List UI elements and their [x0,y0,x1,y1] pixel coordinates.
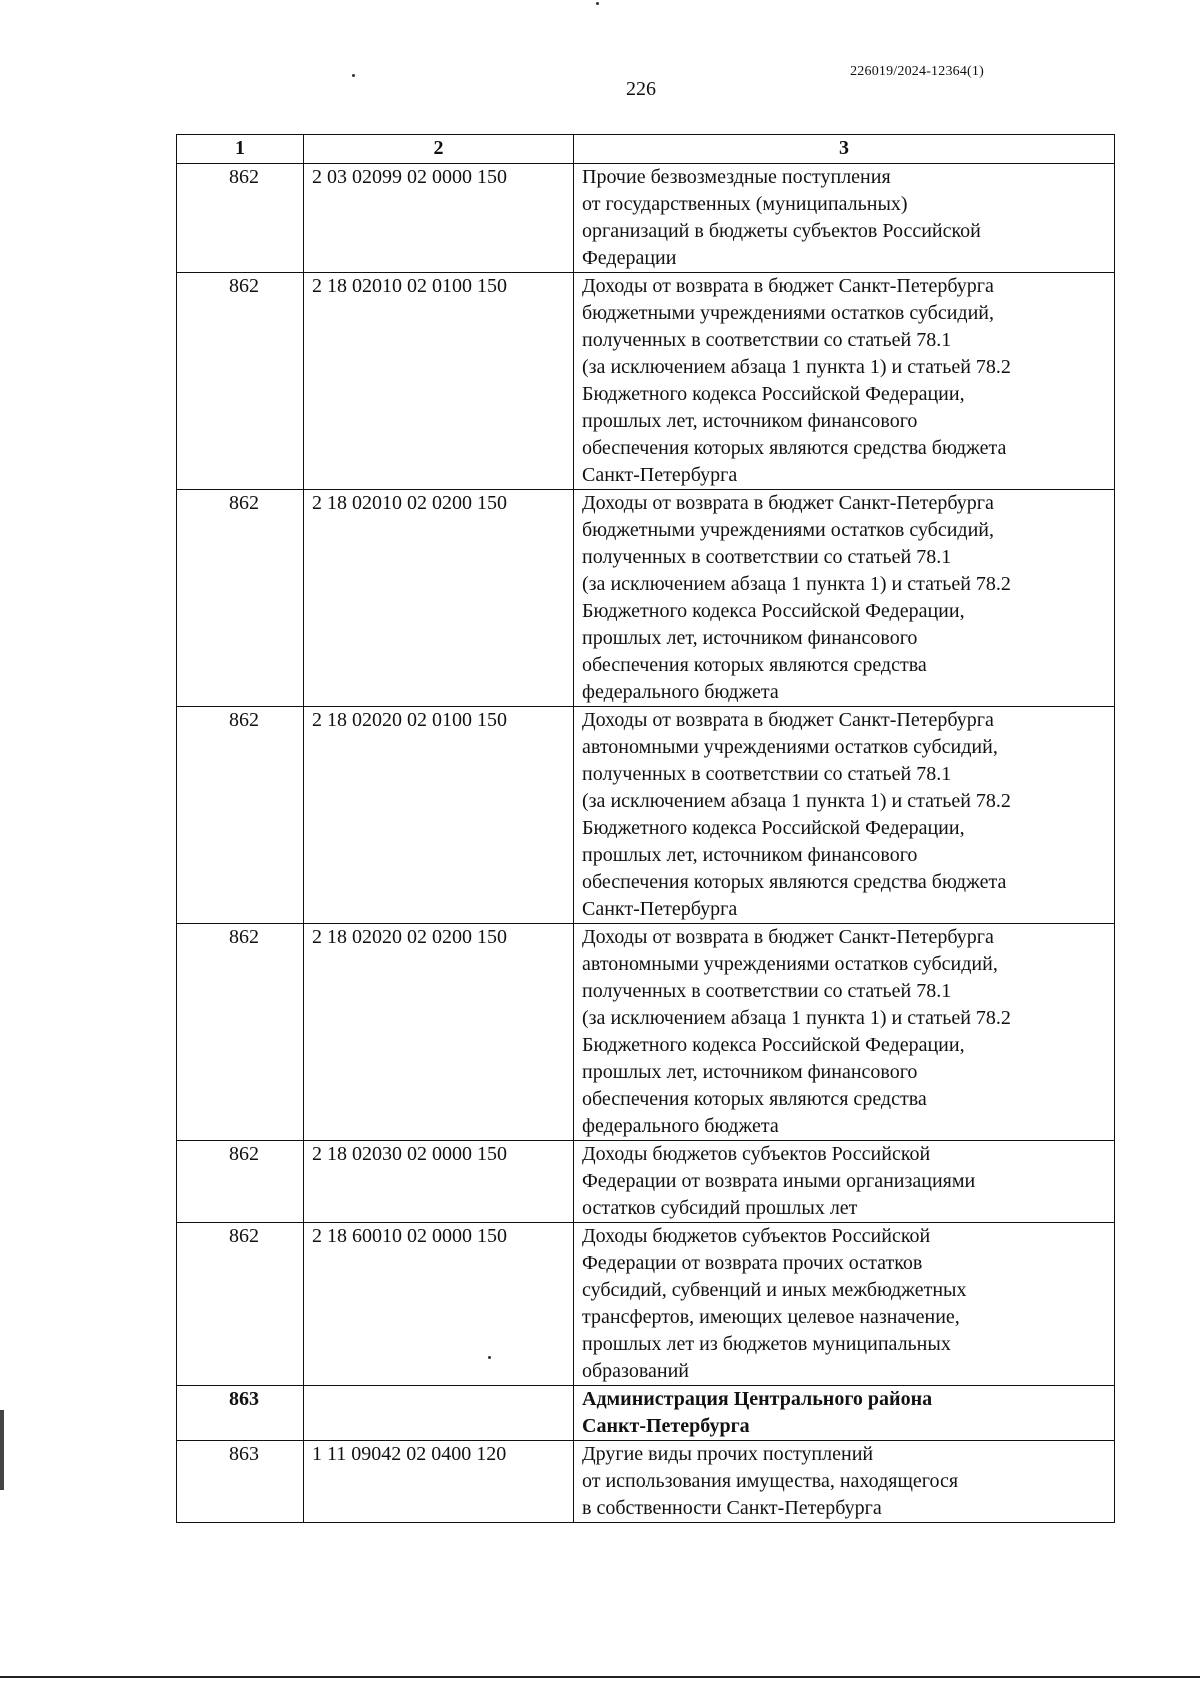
revenue-name-line: автономными учреждениями остатков субсидий, [582,953,998,975]
revenue-name-line: Санкт-Петербурга [582,898,738,920]
admin-code-cell: 862 [177,1141,304,1223]
column-header-1: 1 [177,135,304,164]
table-row [177,707,1115,924]
revenue-name-line: в собственности Санкт-Петербурга [582,1497,882,1519]
revenue-name-line: Доходы от возврата в бюджет Санкт-Петербурга [582,492,994,514]
table-body [177,164,1115,1523]
revenue-name-line: прошлых лет, источником финансового [582,844,918,866]
revenue-name-line: прошлых лет из бюджетов муниципальных [582,1333,951,1355]
revenue-name-line: полученных в соответствии со статьей 78.1 [582,980,952,1002]
revenue-name-cell [574,490,1115,707]
admin-code-cell: 862 [177,273,304,490]
revenue-name-line: Санкт-Петербурга [582,464,738,486]
revenue-name-line: от государственных (муниципальных) [582,193,908,215]
revenue-name-line: Федерации от возврата прочих остатков [582,1252,923,1274]
revenue-name-line: Бюджетного кодекса Российской Федерации, [582,1034,965,1056]
revenue-name-cell [574,273,1115,490]
revenue-name-cell [574,707,1115,924]
revenue-name-line: Доходы от возврата в бюджет Санкт-Петербурга [582,275,994,297]
revenue-name-line: прошлых лет, источником финансового [582,627,918,649]
revenue-name-line: бюджетными учреждениями остатков субсидий, [582,302,995,324]
revenue-name-line: Федерации от возврата иными организациями [582,1170,976,1192]
revenue-name-cell [574,1386,1115,1441]
revenue-name-line: Бюджетного кодекса Российской Федерации, [582,383,965,405]
revenue-name-line: обеспечения которых являются средства бюджета [582,871,1007,893]
table-row [177,1441,1115,1523]
admin-code-cell: 863 [177,1386,304,1441]
budget-code-cell: 2 18 02010 02 0100 150 [304,273,574,490]
budget-code-cell: 2 03 02099 02 0000 150 [304,164,574,273]
revenue-name-line: федерального бюджета [582,1115,779,1137]
table-row [177,164,1115,273]
scan-bottom-edge [0,1676,1200,1678]
table-row [177,924,1115,1141]
revenue-name-line: от использования имущества, находящегося [582,1470,959,1492]
revenue-name-line: автономными учреждениями остатков субсидий, [582,736,998,758]
scan-edge-mark [0,1410,4,1490]
revenue-name-line: бюджетными учреждениями остатков субсидий, [582,519,995,541]
budget-code-cell: 2 18 02020 02 0100 150 [304,707,574,924]
admin-code-cell: 862 [177,1223,304,1386]
revenue-name-line: остатков субсидий прошлых лет [582,1197,858,1219]
column-header-3: 3 [574,135,1115,164]
budget-code-cell: 2 18 02030 02 0000 150 [304,1141,574,1223]
revenue-name-line: Бюджетного кодекса Российской Федерации, [582,600,965,622]
budget-code-cell: 2 18 02020 02 0200 150 [304,924,574,1141]
scan-speck [596,2,599,5]
revenue-name-line: Прочие безвозмездные поступления [582,166,891,188]
revenue-name-line: обеспечения которых являются средства [582,1088,927,1110]
revenue-name-line: (за исключением абзаца 1 пункта 1) и статьей 78.2 [582,790,1011,812]
admin-code-cell: 862 [177,924,304,1141]
admin-code-cell: 862 [177,164,304,273]
revenue-name-line: (за исключением абзаца 1 пункта 1) и статьей 78.2 [582,1007,1011,1029]
revenue-name-line: полученных в соответствии со статьей 78.1 [582,329,952,351]
revenue-name-cell [574,1141,1115,1223]
revenue-codes-table [176,134,1115,1523]
revenue-name-line: Доходы от возврата в бюджет Санкт-Петербурга [582,709,994,731]
budget-code-cell: 2 18 60010 02 0000 150 [304,1223,574,1386]
column-header-2: 2 [304,135,574,164]
revenue-name-line: Федерации [582,247,677,269]
revenue-name-line: Бюджетного кодекса Российской Федерации, [582,817,965,839]
revenue-name-line: трансфертов, имеющих целевое назначение, [582,1306,960,1328]
revenue-name-line: Доходы от возврата в бюджет Санкт-Петербурга [582,926,994,948]
revenue-name-line: полученных в соответствии со статьей 78.1 [582,546,952,568]
revenue-name-cell [574,1441,1115,1523]
admin-code-cell: 863 [177,1441,304,1523]
table-row [177,273,1115,490]
revenue-name-line: (за исключением абзаца 1 пункта 1) и статьей 78.2 [582,356,1011,378]
budget-code-cell: 1 11 09042 02 0400 120 [304,1441,574,1523]
revenue-name-line: образований [582,1360,690,1382]
revenue-name-line: организаций в бюджеты субъектов Российской [582,220,981,242]
table-row [177,1386,1115,1441]
admin-code-cell: 862 [177,707,304,924]
revenue-name-line: полученных в соответствии со статьей 78.1 [582,763,952,785]
revenue-name-cell [574,924,1115,1141]
revenue-name-line: Доходы бюджетов субъектов Российской [582,1225,931,1247]
revenue-name-line: субсидий, субвенций и иных межбюджетных [582,1279,967,1301]
revenue-name-line: прошлых лет, источником финансового [582,410,918,432]
revenue-name-line: Другие виды прочих поступлений [582,1443,874,1465]
revenue-name-line: Доходы бюджетов субъектов Российской [582,1143,931,1165]
page-number: 226 [626,78,656,100]
revenue-name-line: обеспечения которых являются средства [582,654,927,676]
budget-code-cell [304,1386,574,1441]
revenue-name-cell [574,164,1115,273]
table-row [177,1223,1115,1386]
revenue-name-cell [574,1223,1115,1386]
table-row [177,490,1115,707]
revenue-name-line: обеспечения которых являются средства бюджета [582,437,1007,459]
scan-speck [352,74,355,77]
revenue-name-line: прошлых лет, источником финансового [582,1061,918,1083]
admin-code-cell: 862 [177,490,304,707]
revenue-name-line: Санкт-Петербурга [582,1415,750,1437]
table-row [177,1141,1115,1223]
budget-code-cell: 2 18 02010 02 0200 150 [304,490,574,707]
revenue-name-line: Администрация Центрального района [582,1388,933,1410]
revenue-name-line: федерального бюджета [582,681,779,703]
table-header-row [177,135,1115,164]
revenue-name-line: (за исключением абзаца 1 пункта 1) и статьей 78.2 [582,573,1011,595]
document-number: 226019/2024-12364(1) [850,64,984,79]
